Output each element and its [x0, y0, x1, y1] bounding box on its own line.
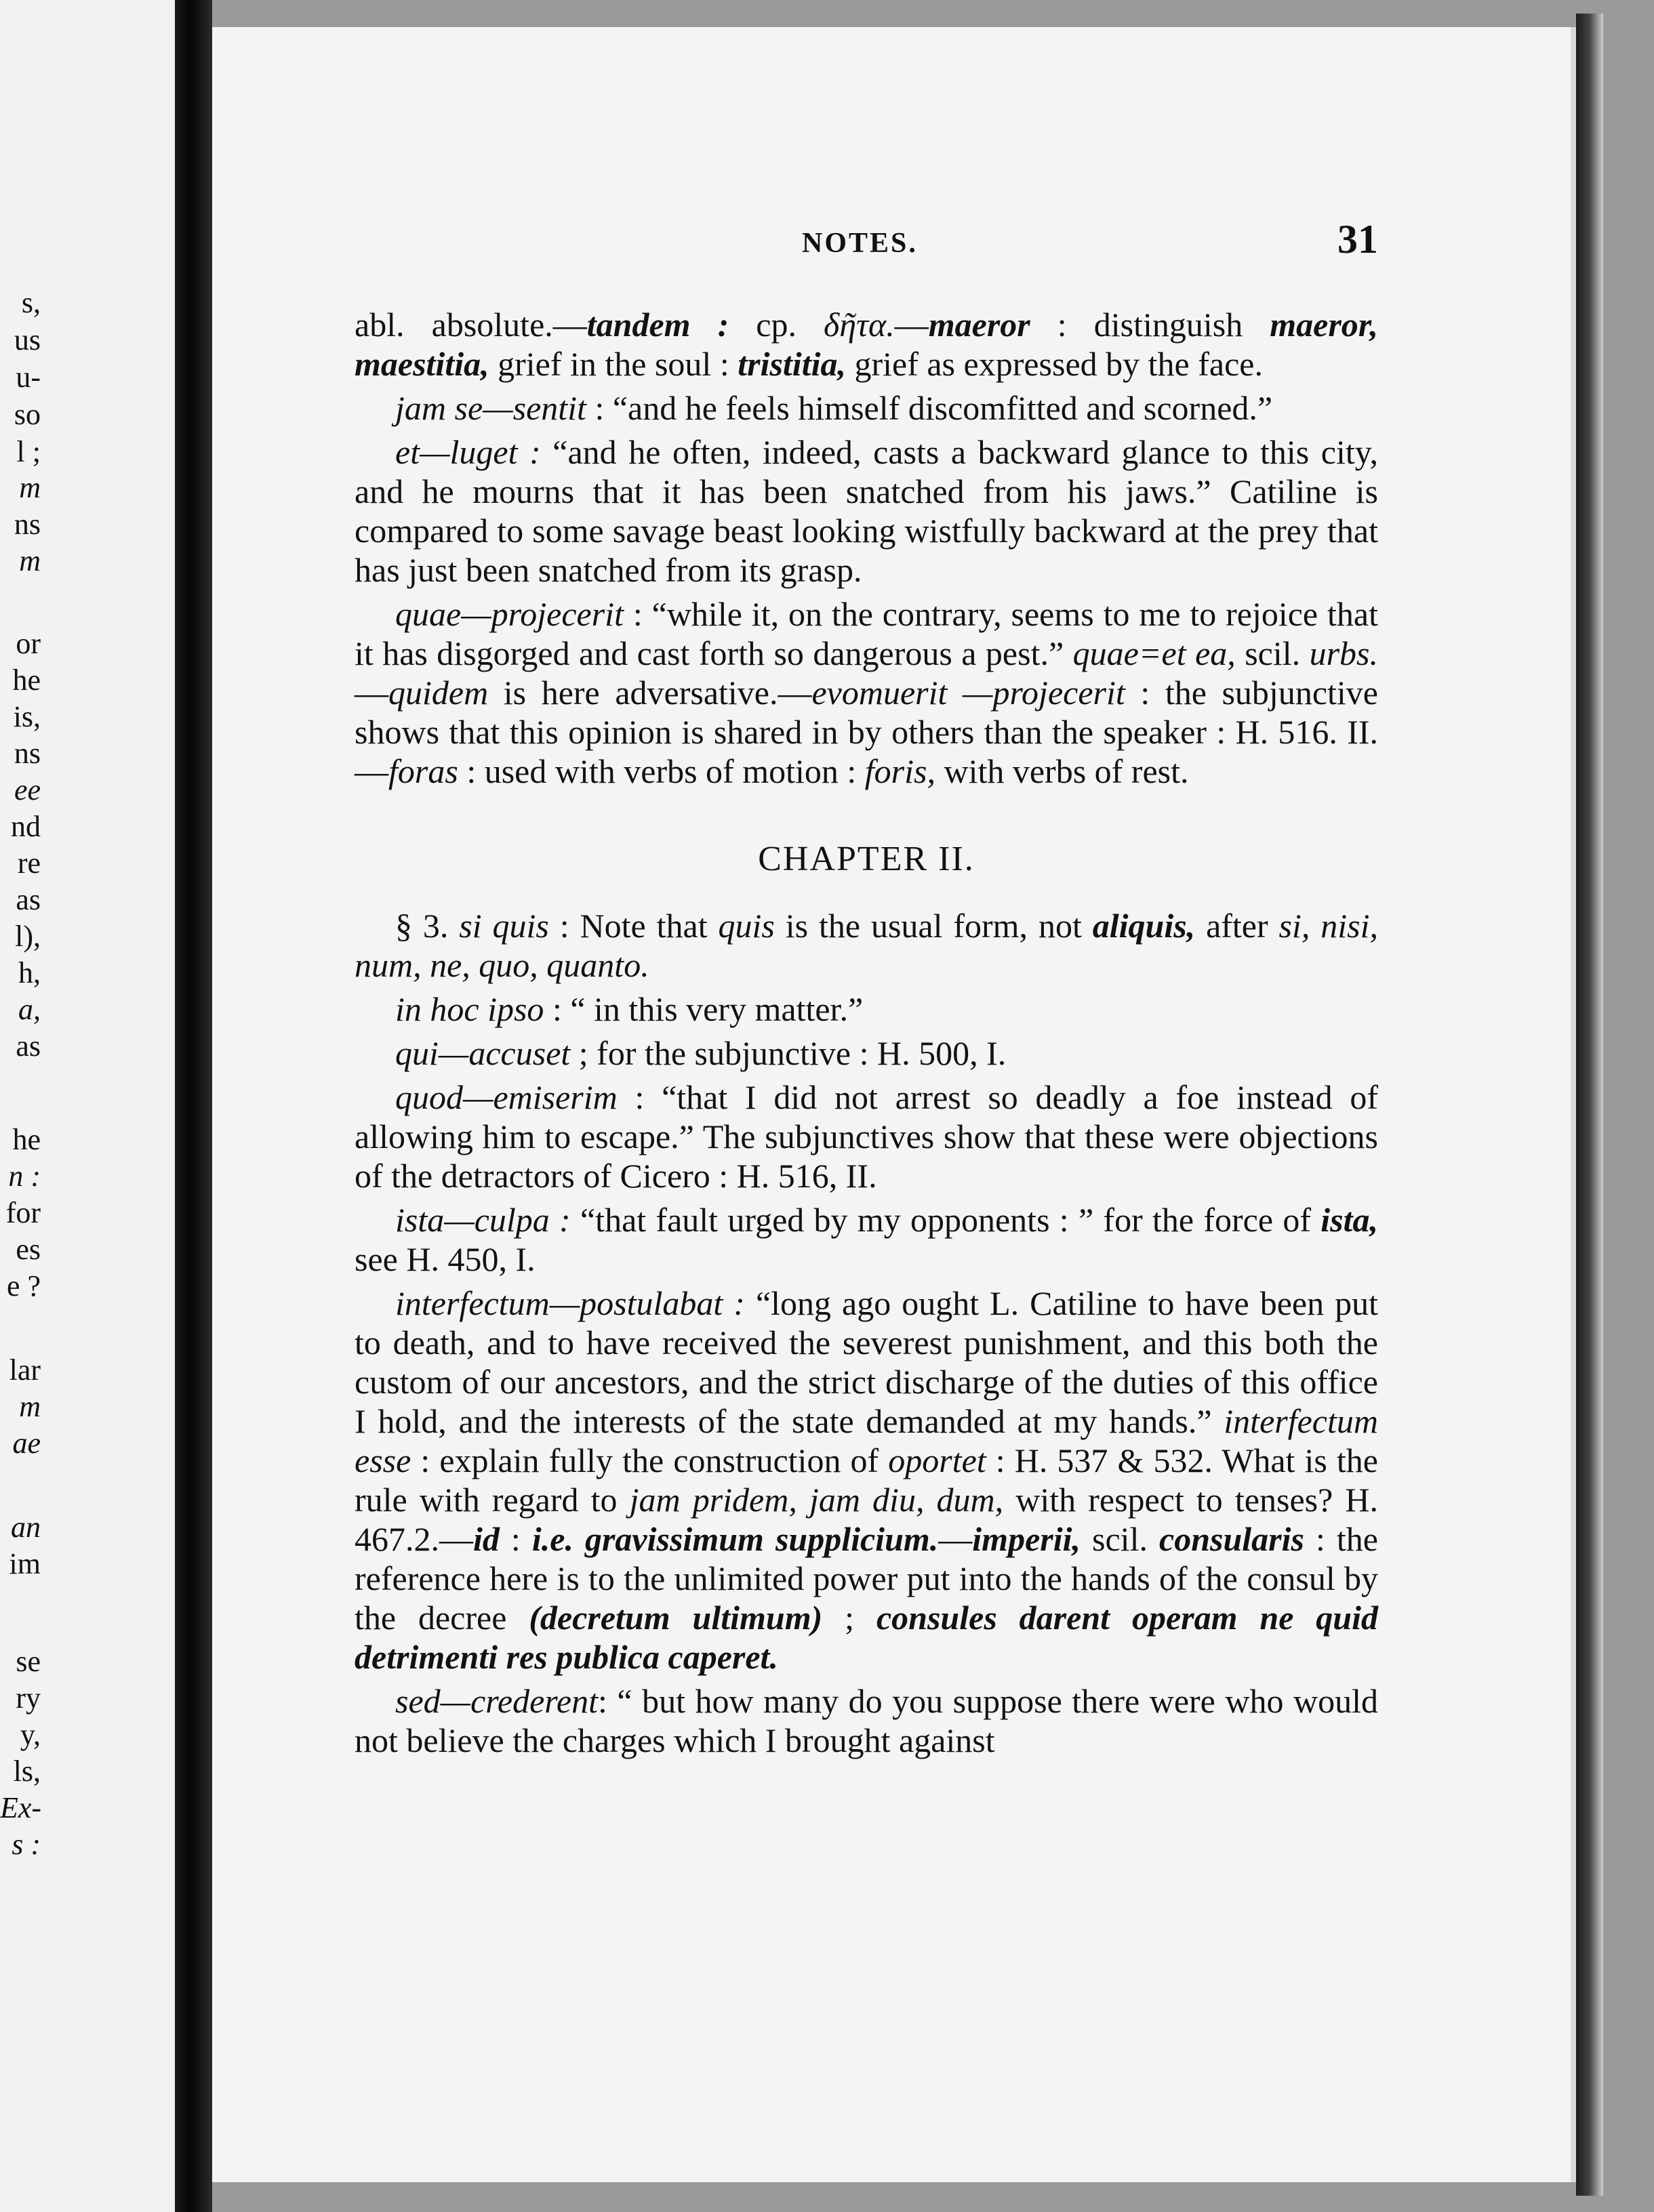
lemma: ista—culpa :	[395, 1201, 571, 1239]
note-paragraph: sed—crederent: “ but how many do you suppose there were who would not believe the charges which I brought against	[355, 1682, 1378, 1759]
note-paragraph: qui—accuset ; for the subjunctive : H. 500, I.	[395, 1034, 1007, 1072]
lemma: quidem	[388, 674, 489, 712]
lemma: si quis	[459, 907, 549, 945]
lemma: quae=et ea,	[1072, 634, 1236, 672]
note-paragraph: quod—emiserim : “that I did not arrest so deadly a foe instead of allowing him to escape.” The subjunctives show that these were objections of the detractors of Cicero : H. 516, II.	[355, 1078, 1378, 1195]
lemma: jam se—sentit	[395, 389, 586, 427]
page-edge	[1576, 14, 1603, 2196]
lemma: consules darent operam ne quid detrimenti res publica caperet.	[355, 1599, 1378, 1676]
left-fragment: u-	[16, 361, 41, 394]
notes-body	[355, 305, 1378, 1765]
left-fragment: ns	[14, 737, 41, 770]
lemma: id	[473, 1520, 500, 1558]
left-fragment: y,	[20, 1718, 41, 1751]
left-fragment: as	[16, 883, 41, 916]
left-page-margin	[0, 0, 175, 2212]
left-fragment: m	[19, 471, 41, 504]
lemma: interfectum esse	[355, 1402, 1378, 1479]
note-paragraph: in hoc ipso : “ in this very matter.”	[395, 990, 864, 1028]
left-fragment: ls,	[13, 1755, 41, 1788]
lemma: quae—projecerit	[395, 595, 624, 633]
left-fragment: se	[16, 1645, 41, 1678]
left-fragment: so	[14, 398, 41, 431]
left-fragment: im	[9, 1547, 41, 1580]
note-paragraph: quae—projecerit : “while it, on the contrary, seems to me to rejoice that it has disgorged and cast forth so dangerous a pest.” quae=et ea, scil. urbs.—quidem is here adversative.—evomuerit —projecerit : the subjunctive shows that this opinion is shared in by others than the speaker : H. 516. II.—foras : used with verbs of motion : foris, with verbs of rest.	[355, 595, 1378, 790]
left-fragment: re	[17, 846, 41, 880]
left-fragment: lar	[9, 1353, 41, 1387]
chapter-heading: CHAPTER II.	[758, 840, 975, 878]
note-paragraph: § 3. si quis : Note that quis is the usual form, not aliquis, after si, nisi, num, ne, quo, quanto.	[355, 907, 1379, 984]
left-fragment: m	[19, 1390, 41, 1423]
left-fragment: is,	[13, 700, 41, 733]
page-header	[212, 207, 1576, 261]
note-paragraph: ista—culpa : “that fault urged by my opponents : ” for the force of ista, see H. 450, I.	[355, 1201, 1378, 1278]
note-paragraph: jam se—sentit : “and he feels himself discomfitted and scorned.”	[395, 389, 1273, 427]
lemma: tristitia,	[738, 345, 846, 383]
note-paragraph: abl. absolute.—tandem : cp. δῆτα.—maeror : distinguish maeror, maestitia, grief in the soul : tristitia, grief as expressed by the face.	[355, 306, 1378, 383]
lemma: maeror	[928, 306, 1030, 344]
page-number: 31	[1337, 217, 1378, 262]
lemma: jam pridem, jam diu, dum,	[629, 1481, 1004, 1519]
left-fragment: us	[14, 323, 41, 356]
left-fragment: l ;	[16, 435, 41, 468]
left-fragment: ae	[12, 1427, 41, 1460]
left-fragment: s :	[12, 1828, 41, 1861]
left-fragment: or	[16, 627, 41, 660]
lemma: qui—accuset	[395, 1034, 571, 1072]
note-paragraph: interfectum—postulabat : “long ago ought L. Catiline to have been put to death, and to have received the severest punishment, and this both the custom of our ancestors, and the strict discharge of the duties of this office I hold, and the interests of the state demanded at my hands.” interfectum esse : explain fully the construction of oportet : H. 537 & 532. What is the rule with regard to jam pridem, jam diu, dum, with respect to tenses? H. 467.2.—id : i.e. gravissimum supplicium.—imperii, scil. consularis : the reference here is to the unlimited power put into the hands of the consul by the decree (decretum ultimum) ; consules darent operam ne quid detrimenti res publica caperet.	[355, 1284, 1379, 1676]
lemma: imperii,	[972, 1520, 1081, 1558]
left-fragment: he	[12, 1123, 41, 1156]
left-fragment: ee	[14, 773, 41, 806]
lemma: quis	[718, 907, 775, 945]
lemma: ista,	[1320, 1201, 1378, 1239]
greek-word: δῆτα.	[824, 306, 895, 344]
left-fragment: nd	[11, 810, 41, 843]
lemma: oportet	[888, 1441, 986, 1479]
left-fragment: h,	[18, 956, 41, 989]
left-fragment: l),	[15, 920, 41, 953]
left-fragment: m	[19, 544, 41, 577]
lemma: foras	[388, 752, 458, 790]
left-fragment: ns	[14, 508, 41, 541]
lemma: et—luget :	[395, 433, 541, 471]
lemma: foris,	[864, 752, 935, 790]
lemma: (decretum ultimum)	[529, 1599, 823, 1637]
left-fragment: a,	[18, 993, 41, 1026]
lemma: si, nisi, num, ne, quo, quanto.	[355, 907, 1379, 984]
lemma: quod—emiserim	[395, 1078, 618, 1116]
lemma: in hoc ipso	[395, 990, 544, 1028]
left-fragment: s,	[21, 286, 41, 319]
book-page	[212, 27, 1576, 2182]
lemma: urbs.	[1309, 634, 1378, 672]
lemma: i.e. gravissimum supplicium.	[531, 1520, 939, 1558]
left-fragment: es	[16, 1233, 41, 1266]
left-fragment: he	[12, 663, 41, 697]
lemma: interfectum—postulabat :	[395, 1284, 745, 1322]
lemma: aliquis,	[1092, 907, 1196, 945]
lemma: tandem :	[586, 306, 729, 344]
lemma: evomuerit —projecerit	[811, 674, 1125, 712]
left-fragment: n :	[8, 1160, 41, 1193]
book-gutter	[175, 0, 212, 2212]
left-fragment: for	[5, 1196, 41, 1229]
left-fragment: an	[11, 1511, 41, 1544]
left-fragment: e ?	[6, 1269, 41, 1303]
left-fragment: as	[16, 1029, 41, 1063]
lemma: sed—crederent	[395, 1682, 598, 1720]
left-fragment: ry	[16, 1681, 41, 1715]
note-paragraph: et—luget : “and he often, indeed, casts a backward glance to this city, and he mourns that it has been snatched from his jaws.” Catiline is compared to some savage beast looking wistfully backward at the prey that has just been snatched from its grasp.	[355, 433, 1379, 589]
lemma: maeror, maestitia,	[355, 306, 1378, 383]
left-fragment: Ex-	[0, 1791, 42, 1824]
running-head: NOTES.	[802, 228, 918, 259]
lemma: consularis	[1159, 1520, 1304, 1558]
